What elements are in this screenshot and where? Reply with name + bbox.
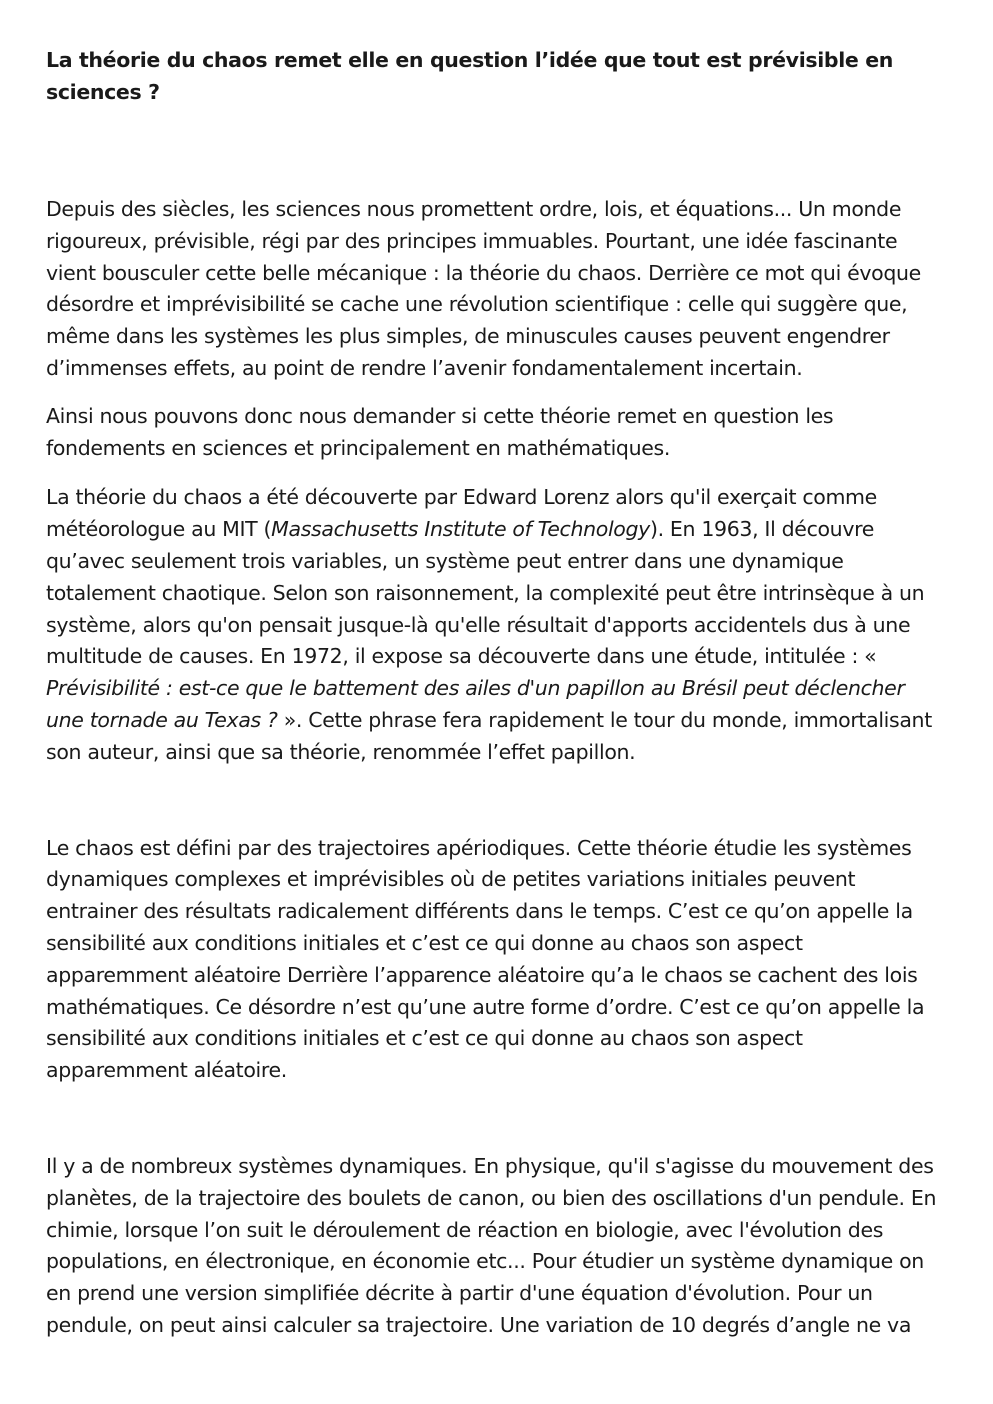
- paragraph-introduction: Depuis des siècles, les sciences nous promettent ordre, lois, et équations... Un monde rigoureux, prévisible, régi par des principes immuables. Pourtant, une idée fascinante vient bousculer cette belle mécanique : la théorie du chaos. Derrière ce mot qui évoque désordre et imprévisibilité se cache une révolution scientifique : celle qui suggère que, même dans les systèmes les plus simples, de minuscules causes peuvent engendrer d’immenses effets, au point de rendre l’avenir fondamentalement incertain.: [46, 197, 921, 380]
- mit-full-name: Massachusetts Institute of Technology: [271, 517, 650, 542]
- document-page: [46, 44, 948, 1342]
- paragraph-lorenz: [46, 482, 948, 768]
- document-title: La théorie du chaos remet elle en question l’idée que tout est prévisible en sciences ?: [46, 48, 894, 104]
- paragraph-lorenz-text-b: ). En 1963, Il découvre qu’avec seulement trois variables, un système peut entrer dans une dynamique totalement chaotique. Selon son raisonnement, la complexité peut être intrinsèque à un système, alors qu'on pensait jusque-là qu'elle résultait d'apports accidentels dus à une multitude de causes. En 1972, il expose sa découverte dans une étude, intitulée : «: [46, 517, 925, 669]
- study-title-quote: Prévisibilité : est-ce que le battement des ailes d'un papillon au Brésil peut déclencher une tornade au Texas ?: [46, 676, 905, 732]
- paragraph-lorenz-text-a: La théorie du chaos a été découverte par Edward Lorenz alors qu'il exerçait comme météorologue au MIT (: [46, 485, 877, 542]
- paragraph-chaos-definition: Le chaos est défini par des trajectoires apériodiques. Cette théorie étudie les systèmes dynamiques complexes et imprévisibles où de petites variations initiales peuvent entrainer des résultats radicalement différents dans le temps. C’est ce qu’on appelle la sensibilité aux conditions initiales et c’est ce qui donne au chaos son aspect apparemment aléatoire Derrière l’apparence aléatoire qu’a le chaos se cachent des lois mathématiques. Ce désordre n’est qu’une autre forme d’ordre. C’est ce qu’on appelle la sensibilité aux conditions initiales et c’est ce qui donne au chaos son aspect apparemment aléatoire.: [46, 835, 925, 1083]
- paragraph-problematique: Ainsi nous pouvons donc nous demander si cette théorie remet en question les fondements en sciences et principalement en mathématiques.: [46, 403, 834, 460]
- paragraph-dynamic-systems: Il y a de nombreux systèmes dynamiques. En physique, qu'il s'agisse du mouvement des planètes, de la trajectoire des boulets de canon, ou bien des oscillations d'un pendule. En chimie, lorsque l’on suit le déroulement de réaction en biologie, avec l'évolution des populations, en électronique, en économie etc... Pour étudier un système dynamique on en prend une version simplifiée décrite à partir d'une équation d'évolution. Pour un pendule, on peut ainsi calculer sa trajectoire. Une variation de 10 degrés d’angle ne va: [46, 1153, 937, 1337]
- paragraph-lorenz-text-c: ». Cette phrase fera rapidement le tour du monde, immortalisant son auteur, ainsi que sa théorie, renommée l’effet papillon.: [46, 707, 932, 764]
